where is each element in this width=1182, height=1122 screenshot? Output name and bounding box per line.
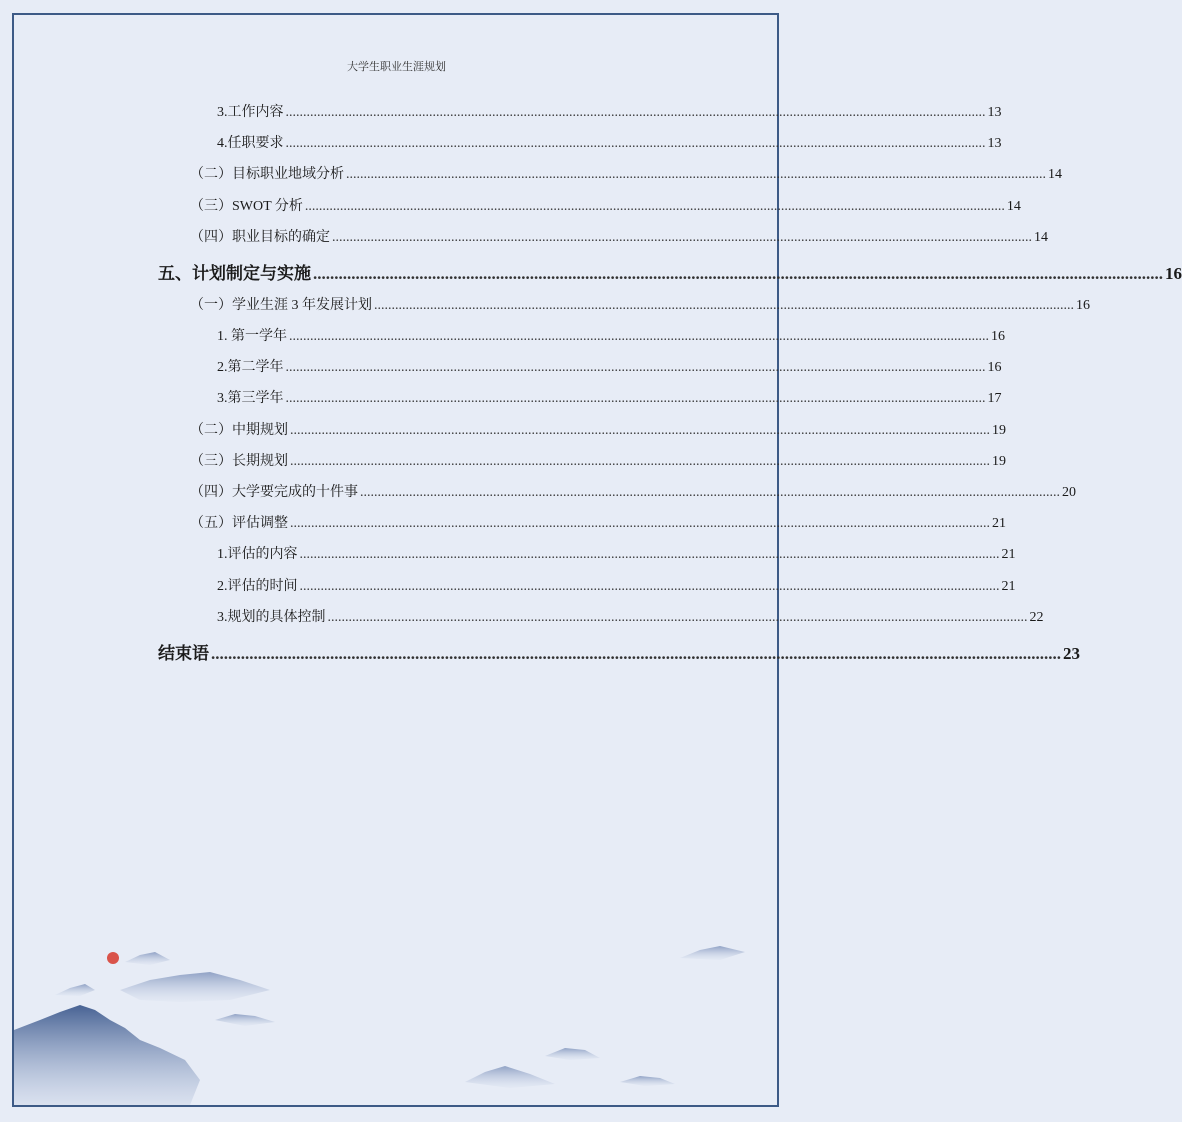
toc-leader-dots: ........................................................................................................................................................................................................ [285, 136, 986, 152]
toc-entry-page: 14 [1006, 198, 1021, 214]
toc-entry-page: 16 [1165, 263, 1182, 283]
toc-entry-label: 2.评估的时间 [217, 578, 298, 594]
toc-leader-dots: ........................................................................................................................................................................................................ [290, 516, 990, 532]
toc-entry-label: （三）SWOT 分析 [190, 198, 303, 214]
toc-entry-label: （四）职业目标的确定 [190, 229, 330, 245]
toc-entry-page: 19 [992, 453, 1006, 469]
toc-entry-label: （五）评估调整 [190, 516, 288, 532]
toc-leader-dots: ........................................................................................................................................................................................................ [299, 578, 1000, 594]
toc-entry-page: 13 [987, 136, 1002, 152]
mountain-small-1 [125, 952, 170, 965]
toc-leader-dots: ........................................................................................................................................................................................................ [304, 198, 1005, 214]
page-header: 大学生职业生涯规划 [347, 61, 446, 73]
toc-entry-page: 16 [987, 360, 1002, 376]
toc-entry-label: （二）目标职业地域分析 [190, 167, 344, 183]
toc-entry-page: 17 [987, 391, 1002, 407]
mountain-small-2 [215, 1014, 275, 1026]
mountain-right-2 [465, 1066, 555, 1088]
toc-entry-label: （三）长期规划 [190, 453, 288, 469]
toc-leader-dots: ........................................................................................................................................................................................................ [332, 229, 1032, 245]
toc-entry-label: 结束语 [158, 643, 209, 663]
toc-leader-dots: ........................................................................................................................................................................................................ [211, 643, 1061, 663]
toc-leader-dots: ........................................................................................................................................................................................................ [374, 297, 1074, 313]
toc-leader-dots: ........................................................................................................................................................................................................ [299, 547, 1000, 563]
mountain-right-1 [680, 946, 745, 960]
toc-entry-page: 23 [1063, 643, 1080, 663]
toc-leader-dots: ........................................................................................................................................................................................................ [290, 453, 990, 469]
toc-entry-label: 4.任职要求 [217, 136, 284, 152]
toc-entry-label: （四）大学要完成的十件事 [190, 485, 358, 500]
toc-entry-label: （二）中期规划 [190, 422, 288, 438]
toc-leader-dots: ........................................................................................................................................................................................................ [346, 167, 1046, 183]
toc-entry-page: 13 [987, 105, 1002, 120]
toc-entry-label: 3.第三学年 [217, 391, 284, 407]
mountain-right-3 [545, 1048, 600, 1060]
toc-entry-label: （一）学业生涯 3 年发展计划 [190, 297, 372, 313]
toc-entry-page: 14 [1048, 167, 1062, 183]
mountain-mid [120, 972, 270, 1002]
toc-leader-dots: ........................................................................................................................................................................................................ [289, 329, 989, 344]
toc-entry-page: 14 [1034, 229, 1048, 245]
toc-entry-label: 五、计划制定与实施 [158, 263, 311, 283]
toc-entry-label: 3.规划的具体控制 [217, 609, 326, 625]
toc-entry-label: 3.工作内容 [217, 105, 284, 120]
toc-leader-dots: ........................................................................................................................................................................................................ [360, 485, 1060, 500]
toc-entry-page: 16 [991, 329, 1005, 344]
toc-leader-dots: ........................................................................................................................................................................................................ [285, 360, 986, 376]
toc-entry-label: 1.评估的内容 [217, 547, 298, 563]
toc-leader-dots: ........................................................................................................................................................................................................ [285, 391, 986, 407]
toc-leader-dots: ........................................................................................................................................................................................................ [290, 422, 990, 438]
mountain-far-left [55, 984, 95, 996]
toc-entry-page: 21 [1001, 547, 1016, 563]
toc-entry-page: 22 [1029, 609, 1044, 625]
sun [107, 952, 119, 964]
toc-entry-page: 16 [1076, 297, 1090, 313]
toc-leader-dots: ........................................................................................................................................................................................................ [313, 263, 1163, 283]
toc-leader-dots: ........................................................................................................................................................................................................ [327, 609, 1028, 625]
toc-leader-dots: ........................................................................................................................................................................................................ [285, 105, 986, 120]
toc-entry-label: 1. 第一学年 [217, 329, 287, 344]
mountain-right-4 [620, 1076, 675, 1086]
toc-entry-page: 21 [992, 516, 1006, 532]
toc-entry-page: 21 [1001, 578, 1016, 594]
toc-entry-page: 19 [992, 422, 1006, 438]
toc-entry-page: 20 [1062, 485, 1076, 500]
toc-entry-label: 2.第二学年 [217, 360, 284, 376]
mountain-large [14, 1005, 200, 1105]
